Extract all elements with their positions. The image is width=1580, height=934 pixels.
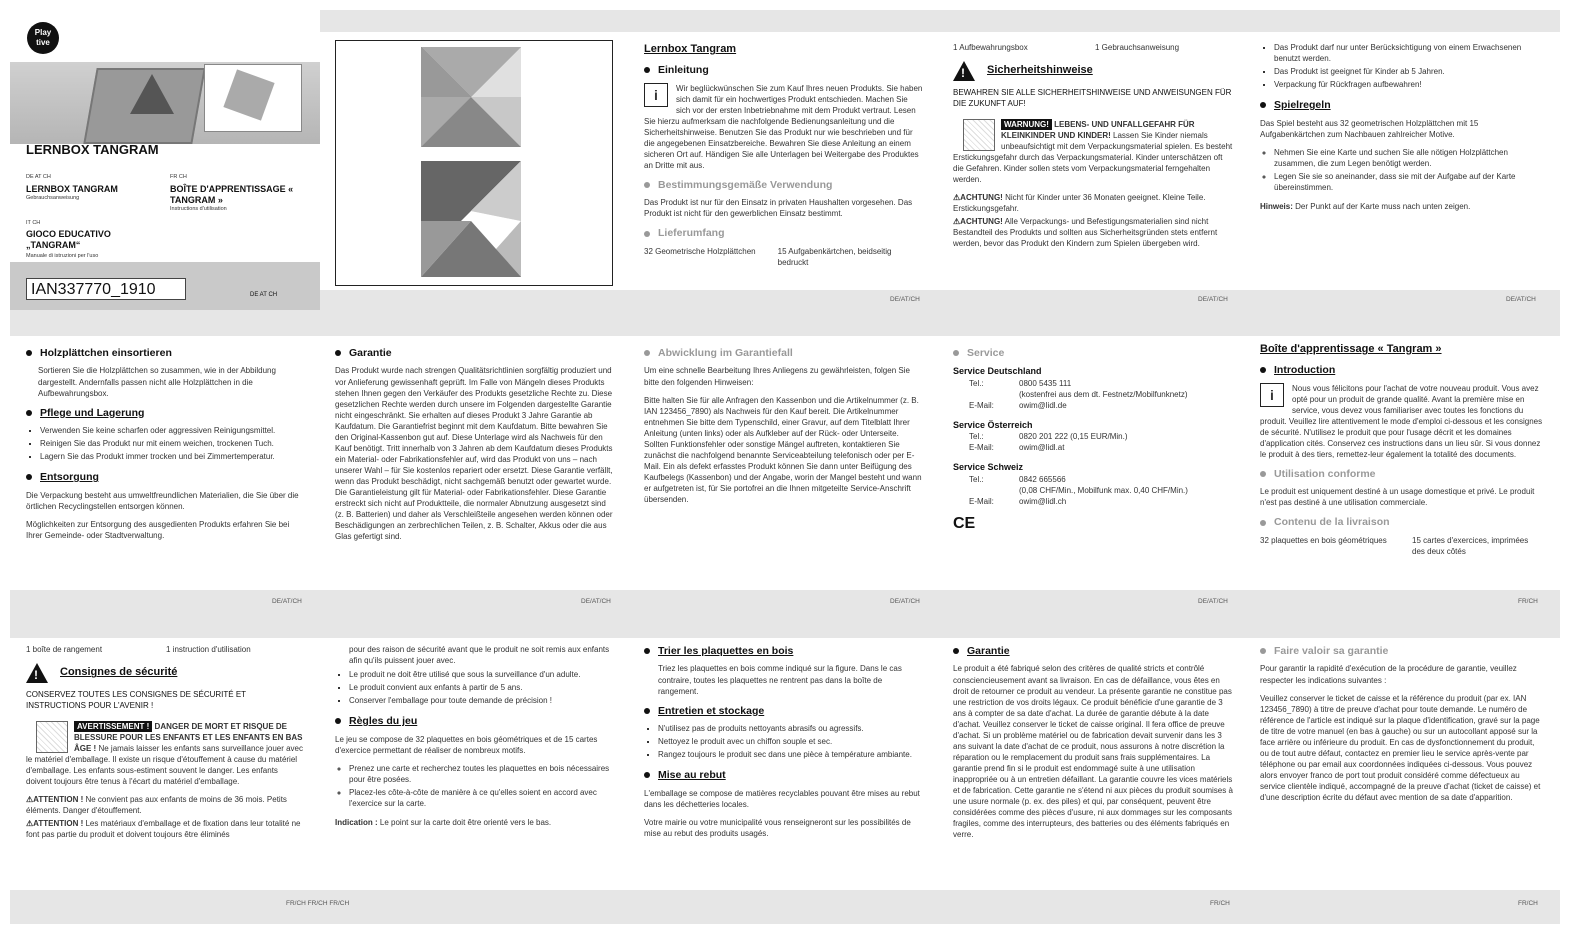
footer-band-3: [10, 890, 1560, 924]
list-item: ▪ Verwenden Sie keine scharfen oder aggressiven Reinigungsmittel.: [40, 425, 304, 436]
de-warn-text: WARNUNG! LEBENS- UND UNFALLGEFAHR FÜR KLEINKINDER UND KINDER! Lassen Sie Kinder niemals unbeaufsichtigt mit dem Verpackungsmaterial spielen. Es besteht Erstickungsgefahr durch das Verpackungsmaterial. Kinder unterschätzen oft die Gefahren. Kinder sollen stets vom Verpackungsmaterial ferngehalten werden.: [953, 120, 1233, 185]
de-entsorgung-text-1: Die Verpackung besteht aus umweltfreundlichen Materialien, die Sie über die örtlichen Recyclingstellen entsorgen können.: [26, 490, 299, 511]
de-service-heading: Service: [953, 346, 1233, 360]
footer-label: FR/CH FR/CH FR/CH: [286, 900, 350, 907]
cover-main-title: LERNBOX TANGRAM: [26, 142, 159, 157]
list-item: ▪ Reinigen Sie das Produkt nur mit einem weichen, trockenen Tuch.: [40, 438, 304, 449]
de-sicher-heading: ! Sicherheitshinweise: [953, 61, 1233, 81]
fr-garantie-column: [953, 644, 1233, 888]
fr-regles-heading: Règles du jeu: [335, 714, 613, 728]
fr-intro-text: i Nous vous félicitons pour l'achat de votre nouveau produit. Vous avez opté pour un produit de grande qualité. Avant la première mise en service, vous devez vous familiariser avec toutes les fonctions du produit. Veuillez lire attentivement le mode d'emploi ci-dessous et les consignes de sécurité. N'utilisez le produit que pour l'usage décrit et les domaines d'application cités. Conservez ces instructions dans un lieu sûr. Si vous donnez le produit à des tiers, remettez-leur également la totalité des documents.: [1260, 383, 1543, 459]
de-title: LERNBOX TANGRAM: [26, 184, 118, 194]
fr-garantie-heading: Garantie: [953, 644, 1233, 658]
fr-warn-text: AVERTISSEMENT ! DANGER DE MORT ET RISQUE DE BLESSURE POUR LES ENFANTS ET LES ENFANTS EN BAS ÂGE ! Ne jamais laisser les enfants sans surveillance jouer avec le matériel d'emballage. Il existe un risque d'étouffement à cause du matériel d'emballage. Les enfants sous-estiment souvent le danger. Les enfants doivent toujours être tenus à l'écart du matériel d'emballage.: [26, 722, 304, 787]
fr-contenu-list-cont: [26, 644, 304, 655]
warning-triangle-icon: [953, 61, 975, 81]
it-title: GIOCO EDUCATIVO „TANGRAM“: [26, 229, 111, 250]
de-bestimmung-text: Das Produkt ist nur für den Einsatz in privaten Haushalten vorgesehen. Das Produkt ist nicht für den gewerblichen Einsatz bestimmt.: [644, 198, 913, 219]
fr-entretien-list: [644, 723, 924, 760]
svc-de-phone: 0800 5435 111: [1019, 378, 1072, 388]
de-abwicklung-text-2: Bitte halten Sie für alle Anfragen den Kassenbon und die Artikelnummer (z. B. IAN 123456_7890) als Nachweis für den Kauf bereit. Die Artikelnummer entnehmen Sie bitte dem Typenschild, einer Gravur, auf dem Titelblatt Ihrer Anleitung (unten links) oder als Aufkleber auf der Rück- oder Unterseite. Sollten Funktionsfehler oder sonstige Mängel auftreten, kontaktieren Sie zunächst die nachfolgend benannte Serviceabteilung telefonisch oder per E-Mail. Ein als defekt erfasstes Produkt können Sie dann unter Beifügung des Kaufbelegs (Kassenbon) und der Angabe, worin der Mangel besteht und wann er aufgetreten ist, für Sie portofrei an die Ihnen mitgeteilte Service-Anschrift übersenden.: [644, 395, 922, 504]
it-subtitle: Manuale di istruzioni per l'uso: [26, 253, 99, 259]
brand-logo: Play tive: [27, 22, 59, 54]
fr-secu-caps: CONSERVEZ TOUTES LES CONSIGNES DE SÉCURITÉ ET INSTRUCTIONS POUR L'AVENIR !: [26, 690, 246, 711]
fr-entretien-heading: Entretien et stockage: [644, 704, 924, 718]
de-safety-bullets: [1260, 42, 1545, 90]
tangram-figure: [335, 40, 613, 286]
footer-label: FR/CH: [1210, 900, 1230, 907]
fr-trier-text: Triez les plaquettes en bois comme indiqué sur la figure. Dans le cas contraire, toutes les plaquettes ne rentrent pas dans la boîte de rangement.: [658, 664, 902, 696]
svc-de-title: Service Deutschland: [953, 366, 1042, 377]
fr-contenu-item: 1 instruction d'utilisation: [166, 645, 251, 654]
footer-label: DE/AT/CH: [1506, 296, 1536, 303]
de-sort-column: [26, 346, 304, 586]
de-intro-column: [644, 42, 924, 287]
fr-regles-list: [335, 763, 613, 809]
fr-cont-list: [335, 669, 613, 706]
de-garantie-column: [335, 346, 613, 586]
fr-faire-heading: Faire valoir sa garantie: [1260, 644, 1545, 658]
fr-trier-column: [644, 644, 924, 888]
list-item: ◦ Placez-les côte-à-côte de manière à ce qu'elles soient en accord avec l'exercice sur la carte.: [349, 787, 613, 809]
fr-attention-1: ⚠ATTENTION ! Ne convient pas aux enfants de moins de 36 mois. Petits éléments. Danger d'étouffement.: [26, 795, 287, 816]
list-item: ▪ Lagern Sie das Produkt immer trocken und bei Zimmertemperatur.: [40, 451, 304, 462]
list-item: ▪ Das Produkt darf nur unter Berücksichtigung von einem Erwachsenen benutzt werden.: [1274, 42, 1545, 64]
svc-at-title: Service Österreich: [953, 419, 1033, 430]
fr-safety-column: [26, 644, 304, 888]
list-item: ▪ N'utilisez pas de produits nettoyants abrasifs ou agressifs.: [658, 723, 924, 734]
de-hinweis: Hinweis: Der Punkt auf der Karte muss nach unten zeigen.: [1260, 201, 1471, 211]
de-abwicklung-column: [644, 346, 924, 586]
fr-util-text: Le produit est uniquement destiné à un usage domestique et privé. Le produit n'est pas destiné à une utilisation commerciale.: [1260, 487, 1535, 508]
fr-contenu-list: [1260, 535, 1545, 557]
list-item: ▪ Verpackung für Rückfragen aufbewahren!: [1274, 79, 1545, 90]
de-liefer-item: 1 Aufbewahrungsbox: [953, 43, 1028, 52]
svc-de-details: Tel.: 0800 5435 111 (kostenfrei aus dem dt. Festnetz/Mobilfunknetz) E-Mail: owim@lidl.de: [953, 378, 1233, 411]
manual-info-icon: i: [644, 83, 668, 107]
fr-trier-heading: Trier les plaquettes en bois: [644, 644, 924, 658]
cover-panel: [10, 10, 320, 310]
country-badges-de: DE AT CH: [26, 174, 51, 180]
de-safety-column: [953, 42, 1233, 287]
footer-band-2: [10, 590, 1560, 638]
fr-faire-column: [1260, 644, 1545, 888]
fr-faire-text-2: Veuillez conserver le ticket de caisse et la référence du produit (par ex. IAN 123456_7890) à titre de preuve d'achat pour toute demande. Le numéro de référence de l'article est indiqué sur la plaque d'identification, gravé sur la page de titre de votre manuel (en bas à gauche) ou sur un autocollant apposé sur la face arrière ou inférieure du produit. En cas de dysfonctionnement du produit, ou de tout autre défaut, contactez en premier lieu le service après-vente par téléphone ou par email aux coordonnées indiquées ci-dessous. Vous pouvez alors envoyer franco de port tout produit considéré comme défectueux au service clientèle indiqué, accompagné de la preuve d'achat (ticket de caisse) et d'une description écrite du défaut avec mention de sa date d'apparition.: [1260, 693, 1541, 802]
de-spiel-text: Das Spiel besteht aus 32 geometrischen Holzplättchen mit 15 Aufgabenkärtchen zum Nachbauen zahlreicher Motive.: [1260, 118, 1479, 139]
de-spiel-bullets: [1260, 147, 1545, 193]
de-rules-column: [1260, 42, 1545, 287]
fr-faire-text-1: Pour garantir la rapidité d'exécution de la procédure de garantie, veuillez respecter les indications suivantes :: [1260, 664, 1517, 685]
svc-at-details: Tel.: 0820 201 222 (0,15 EUR/Min.) E-Mail: owim@lidl.at: [953, 431, 1233, 453]
footer-label: DE/AT/CH: [272, 598, 302, 605]
de-spiel-heading: Spielregeln: [1260, 98, 1545, 112]
fr-title: BOÎTE D'APPRENTISSAGE « TANGRAM »: [170, 184, 294, 205]
footer-label: FR/CH: [1518, 900, 1538, 907]
country-badges-it: IT CH: [26, 220, 41, 226]
de-liefer-heading: Lieferumfang: [644, 226, 924, 240]
svc-ch-email: owim@lidl.ch: [1019, 496, 1067, 506]
list-item: ▪ Rangez toujours le produit sec dans une pièce à température ambiante.: [658, 749, 924, 760]
de-pflege-list: [26, 425, 304, 462]
de-achtung-2: ⚠ACHTUNG! Alle Verpackungs- und Befestigungsmaterialien sind nicht Bestandteil des Produkts und sollten aus Sicherheitsgründen stets entfernt werden, bevor das Produkt den Kindern zum Spielen übergeben wird.: [953, 217, 1218, 249]
de-abwicklung-heading: Abwicklung im Garantiefall: [644, 346, 924, 360]
de-liefer-item: 32 Geometrische Holzplättchen: [644, 246, 756, 256]
tangram-diagram: [336, 41, 611, 284]
footer-label: DE/AT/CH: [890, 598, 920, 605]
de-entsorgung-text-2: Möglichkeiten zur Entsorgung des ausgedienten Produkts erfahren Sie bei Ihrer Gemeinde- oder Stadtverwaltung.: [26, 519, 290, 540]
fr-intro-heading: Introduction: [1260, 363, 1545, 377]
fr-regles-text: Le jeu se compose de 32 plaquettes en bois géométriques et de 15 cartes d'exercice permettant de réaliser de nombreux motifs.: [335, 734, 598, 755]
ian-number-box: IAN337770_1910: [26, 278, 186, 300]
svc-ch-details: Tel.: 0842 665566 (0,08 CHF/Min., Mobilfunk max. 0,40 CHF/Min.) E-Mail: owim@lidl.ch: [953, 474, 1233, 507]
top-band: [320, 10, 1560, 32]
footer-label: FR/CH: [1518, 598, 1538, 605]
ian-band: [10, 262, 320, 310]
svc-at-email: owim@lidl.at: [1019, 443, 1065, 453]
product-thumbnail: [204, 64, 302, 132]
footer-label: DE/AT/CH: [890, 296, 920, 303]
country-badges-fr: FR CH: [170, 174, 187, 180]
de-bestimmung-heading: Bestimmungsgemäße Verwendung: [644, 178, 924, 192]
de-liefer-item: 1 Gebrauchsanweisung: [1095, 43, 1180, 52]
de-pflege-heading: Pflege und Lagerung: [26, 406, 304, 420]
list-item: ▪ Le produit convient aux enfants à partir de 5 ans.: [349, 682, 613, 693]
fr-product-title: Boîte d'apprentissage « Tangram »: [1260, 343, 1442, 355]
de-entsorgung-heading: Entsorgung: [26, 470, 304, 484]
fr-regles-column: [335, 644, 613, 888]
fr-cont-text: pour des raison de sécurité avant que le produit ne soit remis aux enfants afin qu'ils puissent jouer avec.: [349, 645, 610, 666]
list-item: ▪ Le produit ne doit être utilisé que sous la surveillance d'un adulte.: [349, 669, 613, 680]
fr-secu-heading: ! Consignes de sécurité: [26, 663, 304, 683]
fr-contenu-heading: Contenu de la livraison: [1260, 515, 1545, 529]
list-item: ▪ Conserver l'emballage pour toute demande de précision !: [349, 695, 613, 706]
footer-label: DE/AT/CH: [581, 598, 611, 605]
de-garantie-heading: Garantie: [335, 346, 613, 360]
de-liefer-list-cont: [953, 42, 1233, 53]
fr-indication: Indication : Le point sur la carte doit être orienté vers le bas.: [335, 817, 552, 827]
warning-triangle-icon: [26, 663, 48, 683]
fr-contenu-item: 1 boîte de rangement: [26, 645, 103, 654]
footer-label: DE/AT/CH: [1198, 296, 1228, 303]
tangram-piece-illustration: [130, 74, 174, 114]
svc-ch-title: Service Schweiz: [953, 462, 1024, 473]
child-warning-icon: [963, 119, 995, 151]
svc-de-email: owim@lidl.de: [1019, 400, 1067, 410]
fr-attention-2: ⚠ATTENTION ! Les matériaux d'emballage et de fixation dans leur totalité ne font pas partie du produit et doivent toujours être éliminés: [26, 819, 301, 840]
de-sort-text: Sortieren Sie die Holzplättchen so zusammen, wie in der Abbildung dargestellt. Andernfalls passen nicht alle Holzplättchen in die Aufbewahrungsbox.: [38, 366, 276, 398]
de-einleitung-text: i Wir beglückwünschen Sie zum Kauf Ihres neuen Produkts. Sie haben sich damit für ein hochwertiges Produkt entschieden. Machen Sie sich vor der ersten Inbetriebnahme mit dem Produkt vertraut. Lesen Sie hierzu aufmerksam die nachfolgende Bedienungsanleitung und die Sicherheitshinweise. Benutzen Sie das Produkt nur wie beschrieben und für die angegebenen Einsatzbereiche. Bewahren Sie diese Anleitung an einem sicheren Ort auf. Händigen Sie alle Unterlagen bei Weitergabe des Produktes an Dritte mit aus.: [644, 83, 923, 170]
svc-at-phone: 0820 201 222 (0,15 EUR/Min.): [1019, 432, 1128, 442]
de-subtitle: Gebrauchsanweisung: [26, 195, 80, 201]
de-abwicklung-text-1: Um eine schnelle Bearbeitung Ihres Anliegens zu gewährleisten, folgen Sie bitte den folgenden Hinweisen:: [644, 366, 910, 387]
de-garantie-text: Das Produkt wurde nach strengen Qualitätsrichtlinien sorgfältig produziert und vor Anlieferung gewissenhaft geprüft. Im Falle von Mängeln dieses Produkts stehen Ihnen gegen den Verkäufer des Produkts gesetzliche Rechte zu. Diese gesetzlichen Rechte werden durch unsere im Folgenden dargestellte Garantie nicht eingeschränkt. Sie erhalten auf dieses Produkt 3 Jahre Garantie ab Kaufdatum. Die Garantiefrist beginnt mit dem Kaufdatum. Bitte bewahren Sie den Original-Kassenbon gut auf. Diese Unterlage wird als Nachweis für den Kauf benötigt. Tritt innerhalb von 3 Jahren ab dem Kaufdatum dieses Produkts ein Material- oder Fabrikationsfehler auf, wird das Produkt von uns – nach unserer Wahl – für Sie kostenlos repariert oder ersetzt. Diese Garantie verfällt, wenn das Produkt beschädigt, nicht sachgemäß benutzt oder gewartet wurde. Die Garantieleistung gilt für Material- oder Fabrikationsfehler. Diese Garantie erstreckt sich nicht auf Produktteile, die normaler Abnutzung ausgesetzt sind (z. B. Batterien) und daher als Verschleißteile angesehen werden können oder Beschädigungen an zerbrechlichen Teilen, z. B. Schalter, Akkus oder die aus Glas gefertigt sind.: [335, 366, 613, 541]
ian-country-badges: DE AT CH: [250, 292, 278, 298]
de-liefer-list: [644, 246, 924, 268]
de-sort-heading: Holzplättchen einsortieren: [26, 346, 304, 360]
list-item: ◦ Nehmen Sie eine Karte und suchen Sie alle nötigen Holzplättchen zusammen, die zum Legen benötigt werden.: [1274, 147, 1545, 169]
list-item: ▪ Nettoyez le produit avec un chiffon souple et sec.: [658, 736, 924, 747]
de-product-title: Lernbox Tangram: [644, 43, 737, 55]
fr-rebut-text-2: Votre mairie ou votre municipalité vous renseigneront sur les possibilités de mise au rebut des produits usagés.: [644, 817, 911, 838]
fr-rebut-heading: Mise au rebut: [644, 768, 924, 782]
ce-mark: CE: [953, 514, 976, 532]
fr-contenu-item: 15 cartes d'exercices, imprimées des deux côtés: [1412, 535, 1529, 556]
list-item: ◦ Legen Sie sie so aneinander, dass sie mit der Aufgabe auf der Karte übereinstimmen.: [1274, 171, 1545, 193]
fr-contenu-item: 32 plaquettes en bois géométriques: [1260, 535, 1387, 545]
de-einleitung-heading: Einleitung: [644, 63, 924, 77]
fr-rebut-text-1: L'emballage se compose de matières recyclables pouvant être mises au rebut dans les déchetteries locales.: [644, 788, 920, 809]
de-achtung-1: ⚠ACHTUNG! Nicht für Kinder unter 36 Monaten geeignet. Kleine Teile. Erstickungsgefahr.: [953, 193, 1206, 214]
de-sicher-caps: BEWAHREN SIE ALLE SICHERHEITSHINWEISE UND ANWEISUNGEN FÜR DIE ZUKUNFT AUF!: [953, 88, 1232, 109]
footer-label: DE/AT/CH: [1198, 598, 1228, 605]
child-warning-icon: [36, 721, 68, 753]
list-item: ◦ Prenez une carte et recherchez toutes les plaquettes en bois nécessaires pour être posées.: [349, 763, 613, 785]
fr-subtitle: Instructions d'utilisation: [170, 206, 227, 212]
de-liefer-item: 15 Aufgabenkärtchen, beidseitig bedruckt: [777, 246, 892, 267]
de-service-column: [953, 346, 1233, 586]
cover-photo: [10, 62, 320, 144]
fr-intro-column: [1260, 342, 1545, 587]
fr-util-heading: Utilisation conforme: [1260, 467, 1545, 481]
manual-info-icon: i: [1260, 383, 1284, 407]
list-item: ▪ Das Produkt ist geeignet für Kinder ab 5 Jahren.: [1274, 66, 1545, 77]
svc-ch-phone: 0842 665566: [1019, 474, 1066, 484]
fr-garantie-text: Le produit a été fabriqué selon des critères de qualité stricts et contrôlé consciencieusement avant sa livraison. En cas de défaillance, vous êtes en droit de retourner ce produit au vendeur. La présente garantie ne constitue pas une restriction de vos droits légaux. Ce produit bénéficie d'une garantie de 3 ans à compter de sa date d'achat. La durée de garantie débute à la date d'achat. Veuillez conserver le ticket de caisse original. Il fera office de preuve d'achat. Si un problème matériel ou de fabrication devait survenir dans les 3 ans suivant la date d'achat de ce produit, nous assurons à notre discrétion la réparation ou le remplacement du produit sans frais supplémentaires. La garantie prend fin si le produit est endommagé suite à une utilisation inappropriée ou à un entretien défaillant. La garantie couvre les vices matériels et de fabrication. Cette garantie ne s'étend ni aux pièces du produit soumises à une usure normale (p. ex. des piles) et qui, par conséquent, peuvent être considérées comme des pièces d'usure, ni aux dommages sur les composants fragiles, comme des interrupteurs, des batteries ou des éléments fabriqués en verre.: [953, 664, 1233, 839]
